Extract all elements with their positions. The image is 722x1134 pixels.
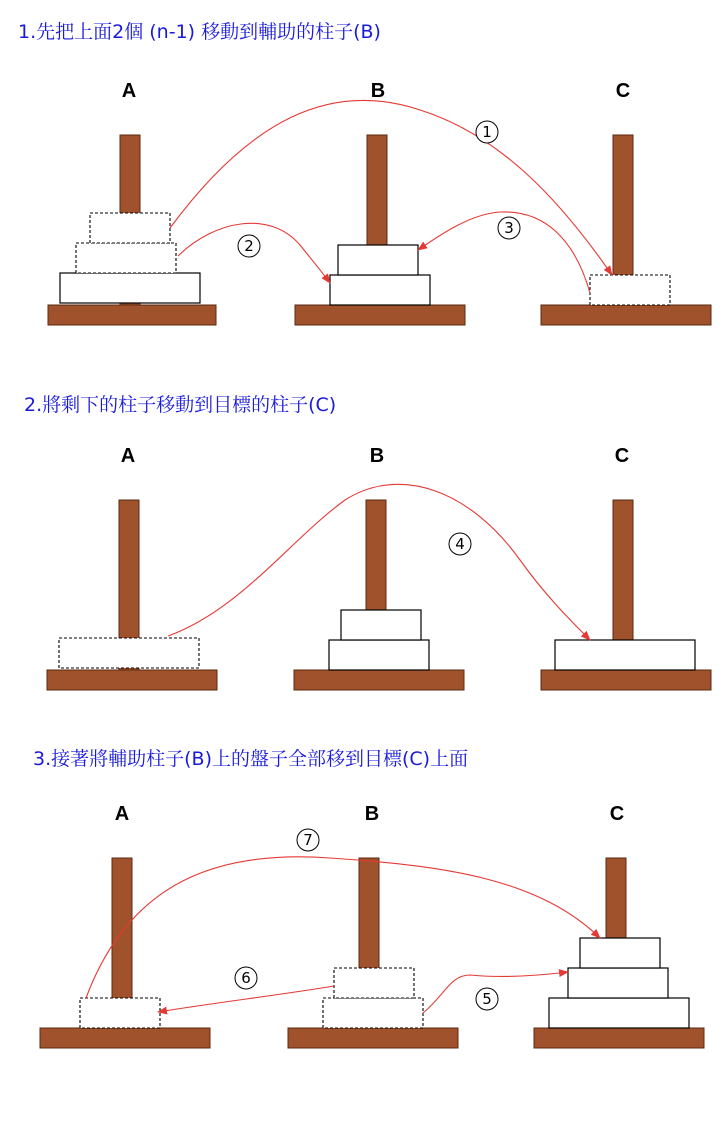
disk-large (549, 998, 689, 1028)
step-label-5: 5 (482, 990, 492, 1008)
panel-2 (24, 394, 711, 690)
peg-label-c: C (614, 445, 630, 467)
disk-large (60, 273, 200, 303)
disk-ghost-small (334, 968, 414, 998)
base-b (295, 305, 465, 325)
base-c (534, 1028, 704, 1048)
step-label-3: 3 (504, 219, 514, 237)
base-a (48, 305, 216, 325)
step-label-6: 6 (241, 969, 251, 987)
panel-1 (18, 21, 711, 325)
base-c (541, 670, 711, 690)
disk-medium (329, 640, 429, 670)
base-a (47, 670, 217, 690)
panel-2-title: 2.將剩下的柱子移動到目標的柱子(C) (24, 394, 337, 416)
panel-3-title: 3.接著將輔助柱子(B)上的盤子全部移到目標(C)上面 (33, 748, 469, 770)
step-label-7: 7 (303, 831, 313, 849)
base-c (541, 305, 711, 325)
disk-large (555, 640, 695, 670)
arrow-step-6 (158, 986, 334, 1012)
peg-label-b: B (364, 803, 380, 825)
peg-label-a: A (120, 445, 136, 467)
panel-3 (33, 748, 704, 1048)
disk-ghost-medium (76, 243, 176, 273)
disk-medium (330, 275, 430, 305)
peg-label-a: A (114, 803, 130, 825)
disk-small (580, 938, 660, 968)
base-a (40, 1028, 210, 1048)
disk-ghost-medium (323, 998, 423, 1028)
step-label-1: 1 (482, 123, 492, 141)
peg-label-b: B (370, 80, 386, 102)
disk-small (338, 245, 418, 275)
peg-label-c: C (609, 803, 625, 825)
disk-ghost-small (90, 213, 170, 243)
peg-label-b: B (369, 445, 385, 467)
peg-label-c: C (615, 80, 631, 102)
disk-ghost-large (59, 638, 199, 668)
base-b (294, 670, 464, 690)
disk-medium (568, 968, 668, 998)
disk-ghost-small-c (590, 275, 670, 305)
peg-label-a: A (121, 80, 137, 102)
disk-small (341, 610, 421, 640)
base-b (288, 1028, 458, 1048)
step-label-4: 4 (455, 535, 465, 553)
disk-ghost-small (80, 998, 160, 1028)
panel-1-title: 1.先把上面2個 (n-1) 移動到輔助的柱子(B) (18, 21, 381, 43)
step-label-2: 2 (244, 237, 254, 255)
